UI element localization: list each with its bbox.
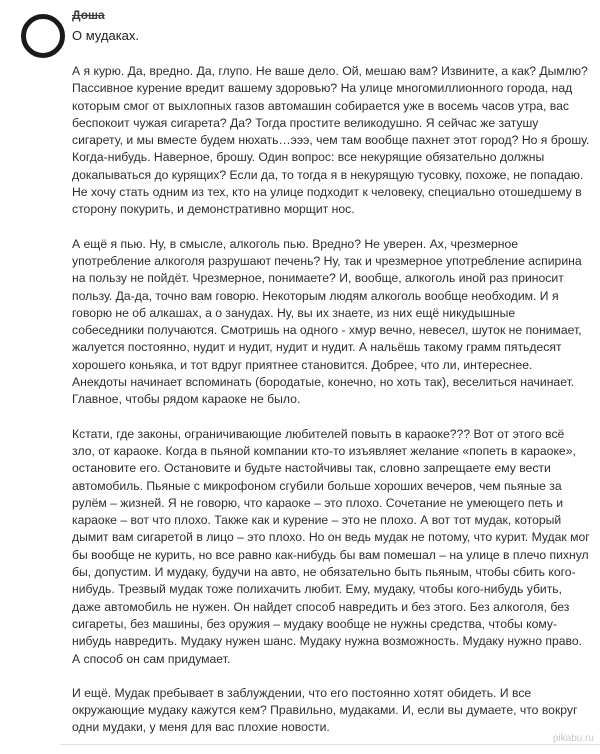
- paragraph-smoking: А я курю. Да, вредно. Да, глупо. Не ваше дело. Ой, мешаю вам? Извините, а как? Дымлю? Пассивное курение вредит вашему здоровью? На улице многомиллионного города, над которым смог от выхлопных газов автомашин собирается уже в восемь часов утра, вас беспокоит чужая сигарета? Да? Тогда простите великодушно. Я сейчас же затушу сигарету, и мы вместе будем нюхать…эээ, чем там вообще пахнет этот город? Но я брошу. Когда-нибудь. Наверное, брошу. Один вопрос: все некурящие обязательно должны докапываться до курящих? Если да, то тогда я в некурящую тусовку, похоже, не попадаю. Не хочу стать одним из тех, кто на улице подходит к человеку, специально отошедшему в сторону покурить, и демонстративно морщит нос.: [72, 64, 590, 217]
- author-name[interactable]: Доша: [72, 8, 105, 22]
- paragraph-conclusion: И ещё. Мудак пребывает в заблуждении, что его постоянно хотят обидеть. И все окружающие мудаку кажутся кем? Правильно, мудаками. И, если вы думаете, что вокруг одни мудаки, у меня для вас плохие новости.: [72, 685, 578, 735]
- paragraph-drinking: А ещё я пью. Ну, в смысле, алкоголь пью. Вредно? Не уверен. Ах, чрезмерное употребление алкоголя разрушают печень? Ну, так и чрезмерное употребление аспирина на пользу не пойдёт. Чрезмерное, понимаете? И, вообще, алкоголь иной раз приносит пользу. Да-да, точно вам говорю. Некоторым людям алкоголь вообще необходим. И я говорю не об алкашах, а о занудах. Ну, вы их знаете, из них ещё никудышные собеседники получаются. Смотришь на одного - хмур вечно, невесел, шуток не понимает, жалуется постоянно, нудит и нудит, нудит и нудит. А нальёшь такому грамм пятьдесят хорошего коньяка, и тот вдруг приятнее становится. Добрее, что ли, интереснее. Анекдоты начинает вспоминать (бородатые, конечно, но хоть так), веселиться начинает. Главное, чтобы рядом караоке не было.: [72, 236, 582, 407]
- post-body: [72, 63, 590, 754]
- post-subtitle: О мудаках.: [72, 28, 140, 43]
- avatar[interactable]: [21, 14, 65, 58]
- site-watermark: pikabu.ru: [552, 733, 594, 744]
- divider: [60, 744, 600, 745]
- paragraph-karaoke: Кстати, где законы, ограничивающие любителей повыть в караоке??? Вот от этого всё зло, от караоке. Когда в пьяной компании кто-то изъявляет желание «попеть в караоке», остановите его. Остановите и будьте настойчивы так, словно запрещаете ему вести автомобиль. Пьяные с микрофоном сгубили больше хороших вечеров, чем пьяные за рулём – жизней. Я не говорю, что караоке – это плохо. Сочетание не умеющего петь и караоке – вот что плохо. Также как и курение – это не плохо. А вот тот мудак, который дымит вам сигаретой в лицо – это плохо. Но он ведь мудак не потому, что курит. Мудак мог бы вообще не курить, но все равно как-нибудь бы вам помешал – на улице в плечо пихнул бы, допустим. И мудаку, будучи на авто, не обязательно быть пьяным, чтобы сбить кого-нибудь. Трезвый мудак тоже полихачить любит. Ему, мудаку, чтобы кого-нибудь убить, даже автомобиль не нужен. Он найдет способ навредить и без этого. Без алкоголя, без сигареты, без машины, без оружия – мудаку вообще не нужны средства, чтобы кому-нибудь навредить. Мудаку нужен шанс. Мудаку нужна возможность. Мудаку нужно право. А способ он сам придумает.: [72, 426, 590, 666]
